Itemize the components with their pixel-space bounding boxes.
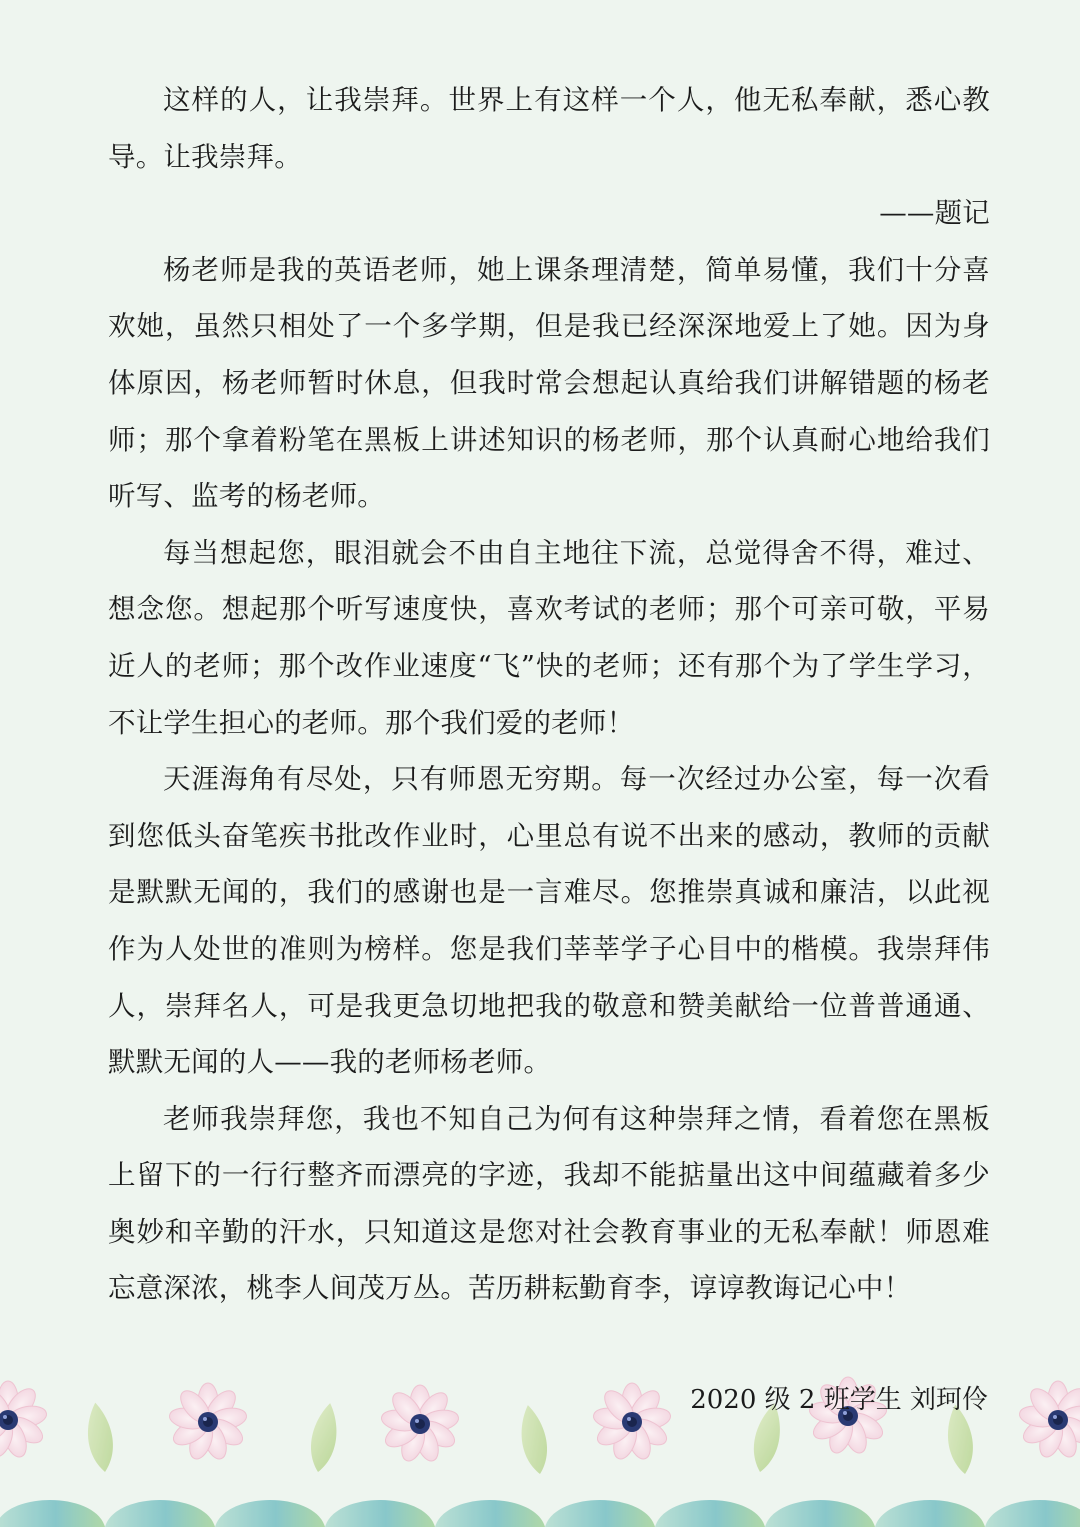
paragraph-3: 天涯海角有尽处，只有师恩无穷期。每一次经过办公室，每一次看到您低头奋笔疾书批改作业时，心里总有说不出来的感动，教师的贡献是默默无闻的，我们的感谢也是一言难尽。您推崇真诚和廉洁，以此视作为人处世的准则为榜样。您是我们莘莘学子心目中的楷模。我崇拜伟人，崇拜名人，可是我更急切地把我的敬意和赞美献给一位普普通通、默默无闻的人——我的老师杨老师。 <box>108 763 990 1079</box>
letter-body <box>108 72 990 1317</box>
epigraph: 这样的人，让我崇拜。世界上有这样一个人，他无私奉献，悉心教导。让我崇拜。 <box>108 84 990 173</box>
epigraph-label: ——题记 <box>879 197 990 230</box>
paragraph-4: 老师我崇拜您，我也不知自己为何有这种崇拜之情，看着您在黑板上留下的一行行整齐而漂亮的字迹，我却不能掂量出这中间蕴藏着多少奥妙和辛勤的汗水，只知道这是您对社会教育事业的无私奉献！师恩难忘意深浓，桃李人间茂万丛。苦历耕耘勤育李，谆谆教诲记心中！ <box>108 1102 990 1305</box>
paragraph-2: 每当想起您，眼泪就会不由自主地往下流，总觉得舍不得，难过、想念您。想起那个听写速度快，喜欢考试的老师；那个可亲可敬，平易近人的老师；那个改作业速度“飞”快的老师；还有那个为了学生学习，不让学生担心的老师。那个我们爱的老师！ <box>108 536 990 739</box>
paragraph-1: 杨老师是我的英语老师，她上课条理清楚，简单易懂，我们十分喜欢她，虽然只相处了一个多学期，但是我已经深深地爱上了她。因为身体原因，杨老师暂时休息，但我时常会想起认真给我们讲解错题的杨老师；那个拿着粉笔在黑板上讲述知识的杨老师，那个认真耐心地给我们听写、监考的杨老师。 <box>108 253 990 513</box>
signature: 2020 级 2 班学生 刘珂伶 <box>690 1385 988 1415</box>
